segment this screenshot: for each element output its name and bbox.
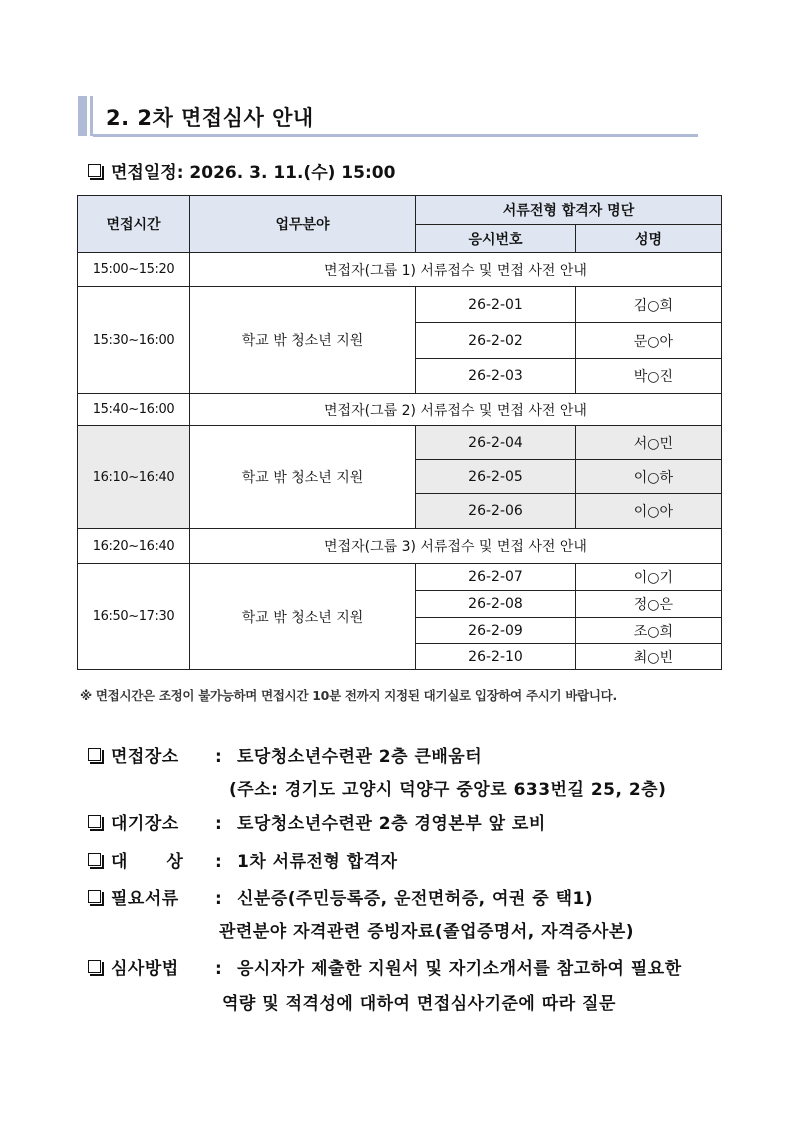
- info-value: 토당청소년수련관 2층 큰배움터: [237, 747, 483, 767]
- section-title: 2. 2차 면접심사 안내: [106, 106, 314, 130]
- applicant-number: 26-2-07: [416, 564, 576, 591]
- applicant-number: 26-2-08: [416, 591, 576, 618]
- applicant-number: 26-2-10: [416, 644, 576, 670]
- checkbox-bullet-icon: [88, 890, 101, 903]
- info-method-cont: 역량 및 적격성에 대하여 면접심사기준에 따라 질문: [222, 994, 616, 1014]
- notice-text: 면접자(그룹 1) 서류접수 및 면접 사전 안내: [190, 253, 722, 287]
- applicant-number: 26-2-05: [416, 460, 576, 494]
- applicant-name: 박○진: [576, 359, 722, 394]
- footnote: ※ 면접시간은 조정이 불가능하며 면접시간 10분 전까지 지정된 대기실로 입장하여 주시기 바랍니다.: [80, 688, 617, 703]
- info-label: 필요서류: [111, 889, 179, 909]
- applicant-name: 이○기: [576, 564, 722, 591]
- applicant-name: 서○민: [576, 426, 722, 460]
- checkbox-bullet-icon: [88, 853, 101, 866]
- notice-time: 16:20~16:40: [78, 529, 190, 564]
- info-place-address: (주소: 경기도 고양시 덕양구 중앙로 633번길 25, 2층): [229, 780, 667, 800]
- header-underline: [93, 134, 698, 137]
- notice-row: [78, 253, 722, 287]
- info-target: 대 상 : 1차 서류전형 합격자: [88, 847, 398, 872]
- header-name: 성명: [576, 225, 722, 253]
- table-row: [78, 287, 722, 323]
- work-field: 학교 밖 청소년 지원: [190, 564, 416, 670]
- table-row: [78, 426, 722, 460]
- applicant-number: 26-2-09: [416, 618, 576, 644]
- header-number: 응시번호: [416, 225, 576, 253]
- checkbox-bullet-icon: [88, 815, 101, 828]
- applicant-number: 26-2-01: [416, 287, 576, 323]
- candidate-table: [77, 195, 722, 670]
- applicant-number: 26-2-02: [416, 323, 576, 359]
- applicant-number: 26-2-06: [416, 494, 576, 529]
- notice-row: [78, 529, 722, 564]
- notice-time: 15:00~15:20: [78, 253, 190, 287]
- info-value: 1차 서류전형 합격자: [237, 852, 398, 872]
- info-label: 심사방법: [111, 959, 179, 979]
- header-accent-bar: [78, 96, 87, 136]
- info-label: 대기장소: [111, 814, 179, 834]
- checkbox-bullet-icon: [88, 164, 101, 177]
- applicant-number: 26-2-04: [416, 426, 576, 460]
- notice-time: 15:40~16:00: [78, 394, 190, 426]
- header-group: 서류전형 합격자 명단: [416, 196, 722, 225]
- info-method: 심사방법 : 응시자가 제출한 지원서 및 자기소개서를 참고하여 필요한: [88, 954, 682, 979]
- header-field: 업무분야: [190, 196, 416, 253]
- table-row: [78, 564, 722, 591]
- work-field: 학교 밖 청소년 지원: [190, 426, 416, 529]
- applicant-name: 최○빈: [576, 644, 722, 670]
- notice-row: [78, 394, 722, 426]
- section-header: [78, 96, 698, 140]
- info-label: 대 상: [111, 852, 184, 872]
- info-label: 면접장소: [111, 747, 179, 767]
- applicant-name: 이○아: [576, 494, 722, 529]
- notice-text: 면접자(그룹 2) 서류접수 및 면접 사전 안내: [190, 394, 722, 426]
- applicant-name: 문○아: [576, 323, 722, 359]
- interview-schedule: [88, 158, 395, 183]
- checkbox-bullet-icon: [88, 960, 101, 973]
- info-place: 면접장소 : 토당청소년수련관 2층 큰배움터: [88, 742, 482, 767]
- schedule-value: : 2026. 3. 11.(수) 15:00: [176, 163, 396, 183]
- header-time: 면접시간: [78, 196, 190, 253]
- interview-time: 15:30~16:00: [78, 287, 190, 394]
- info-value: 응시자가 제출한 지원서 및 자기소개서를 참고하여 필요한: [237, 959, 682, 979]
- interview-time: 16:10~16:40: [78, 426, 190, 529]
- applicant-name: 김○희: [576, 287, 722, 323]
- applicant-number: 26-2-03: [416, 359, 576, 394]
- info-docs-cont: 관련분야 자격관련 증빙자료(졸업증명서, 자격증사본): [219, 922, 635, 942]
- interview-time: 16:50~17:30: [78, 564, 190, 670]
- header-accent-bar-thin: [90, 96, 93, 136]
- work-field: 학교 밖 청소년 지원: [190, 287, 416, 394]
- info-waiting: 대기장소 : 토당청소년수련관 2층 경영본부 앞 로비: [88, 809, 546, 834]
- schedule-label: 면접일정: [111, 163, 177, 183]
- info-value: 신분증(주민등록증, 운전면허증, 여권 중 택1): [237, 889, 594, 909]
- info-value: 토당청소년수련관 2층 경영본부 앞 로비: [237, 814, 546, 834]
- applicant-name: 이○하: [576, 460, 722, 494]
- info-docs: 필요서류 : 신분증(주민등록증, 운전면허증, 여권 중 택1): [88, 884, 593, 909]
- applicant-name: 정○은: [576, 591, 722, 618]
- notice-text: 면접자(그룹 3) 서류접수 및 면접 사전 안내: [190, 529, 722, 564]
- applicant-name: 조○희: [576, 618, 722, 644]
- checkbox-bullet-icon: [88, 748, 101, 761]
